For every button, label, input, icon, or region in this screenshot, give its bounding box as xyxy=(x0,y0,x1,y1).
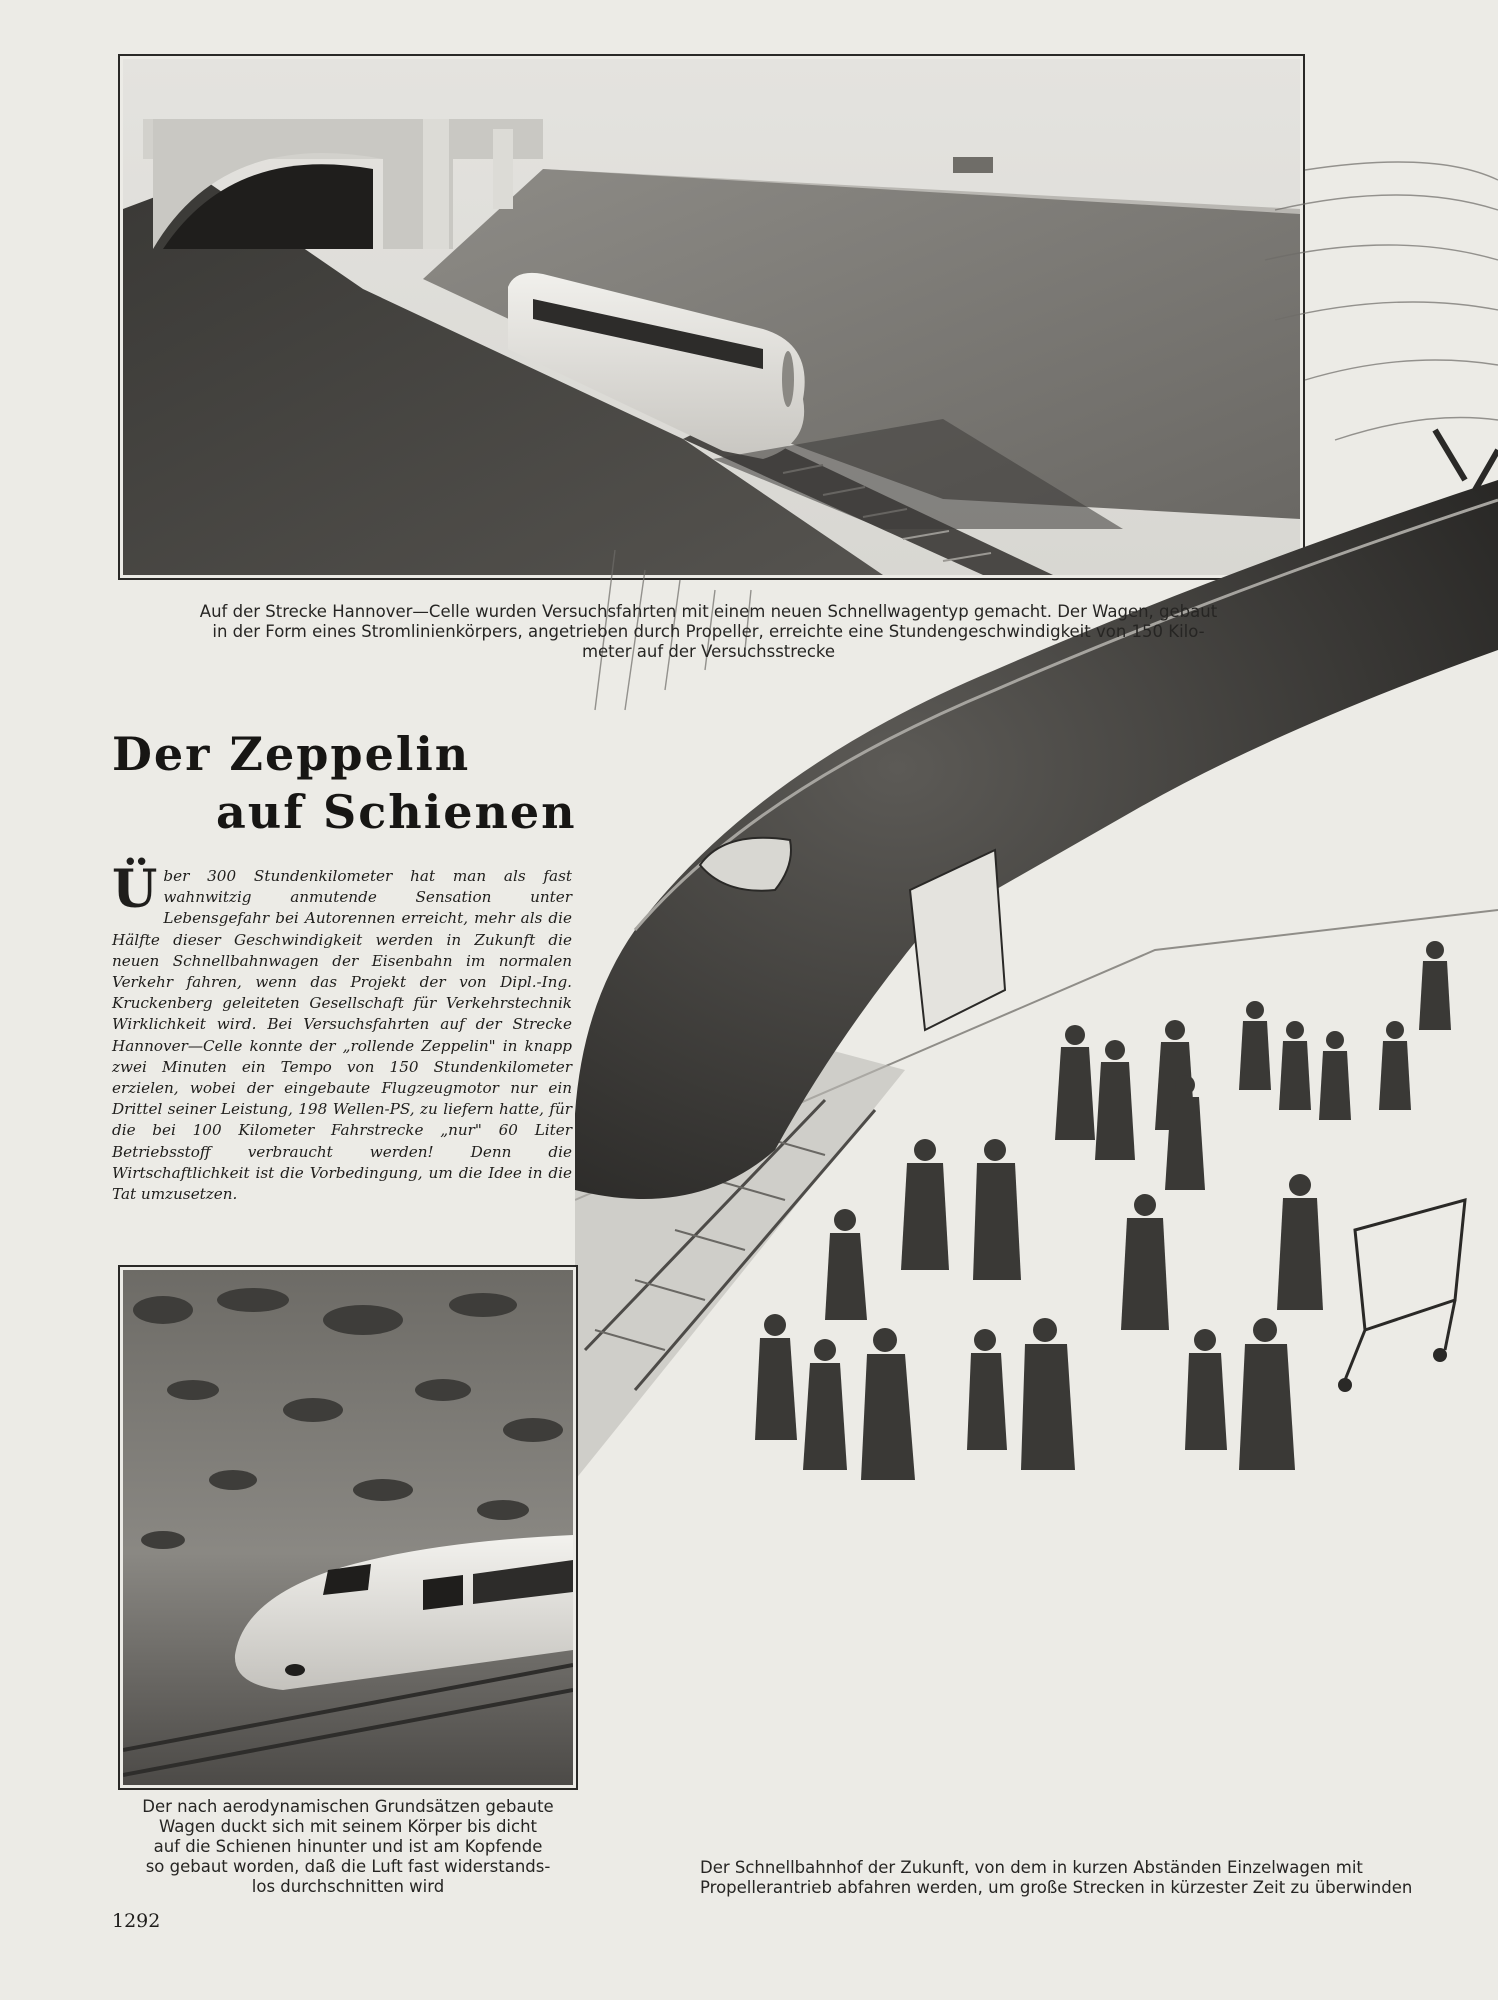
figure xyxy=(755,1314,797,1440)
drop-cap: Ü xyxy=(112,859,158,920)
bottom-photo-image xyxy=(123,1270,573,1785)
caption-line: auf die Schienen hinunter und ist am Kopfende xyxy=(153,1837,543,1856)
illustration-drawing xyxy=(575,150,1498,1810)
article-headline xyxy=(112,725,592,841)
caption-line: Der Schnellbahnhof der Zukunft, von dem in kurzen Abständen Einzelwagen mit xyxy=(700,1858,1363,1877)
caption-line: Propellerantrieb abfahren werden, um große Strecken in kürzester Zeit zu überwinden xyxy=(700,1878,1413,1897)
article-body xyxy=(112,859,572,1205)
bottom-photograph-rail-car-nose xyxy=(118,1265,578,1790)
headline-line-1: Der Zeppelin xyxy=(112,727,471,781)
caption-line: los durchschnitten wird xyxy=(251,1877,445,1896)
top-photo-caption xyxy=(112,602,1305,662)
caption-line: Auf der Strecke Hannover—Celle wurden Versuchsfahrten mit einem neuen Schnellwagentyp gemacht. Der Wagen, gebaut xyxy=(199,602,1218,621)
caption-line: in der Form eines Stromlinienkörpers, angetrieben durch Propeller, erreichte eine Stundengeschwindigkeit von 150 Kilo- xyxy=(212,622,1205,641)
illustration-caption xyxy=(700,1858,1484,1898)
caption-line: Wagen duckt sich mit seinem Körper bis dicht xyxy=(158,1817,538,1836)
caption-line: so gebaut worden, daß die Luft fast widerstands- xyxy=(145,1857,551,1876)
headline-line-2: auf Schienen xyxy=(216,785,577,839)
page-number: 1292 xyxy=(112,1910,161,1932)
bottom-photo-caption xyxy=(112,1797,584,1897)
caption-line: meter auf der Versuchsstrecke xyxy=(581,642,836,661)
caption-line: Der nach aerodynamischen Grundsätzen gebaute xyxy=(142,1797,554,1816)
station-of-the-future-illustration xyxy=(575,150,1498,1810)
article-text: ber 300 Stundenkilometer hat man als fast wahnwitzig anmutende Sensation unter Lebensgefahr bei Autorennen erreicht, mehr als die Hälfte dieser Geschwindigkeit werden in Zukunft die neuen Schnellbahnwagen der Eisenbahn im normalen Verkehr fahren, wenn das Projekt der von Dipl.-Ing. Kruckenberg geleiteten Gesellschaft für Verkehrstechnik Wirklichkeit wird. Bei Versuchsfahrten auf der Strecke Hannover—Celle konnte der „rollende Zeppelin" in knapp zwei Minuten ein Tempo von 150 Stundenkilometer erzielen, wobei der eingebaute Flugzeugmotor nur ein Drittel seiner Leistung, 198 Wellen-PS, zu liefern hatte, für die bei 100 Kilometer Fahrstrecke „nur" 60 Liter Betriebsstoff verbraucht werden! Denn die Wirtschaftlichkeit ist die Vorbedingung, um die Idee in die Tat umzusetzen. xyxy=(112,867,572,1204)
